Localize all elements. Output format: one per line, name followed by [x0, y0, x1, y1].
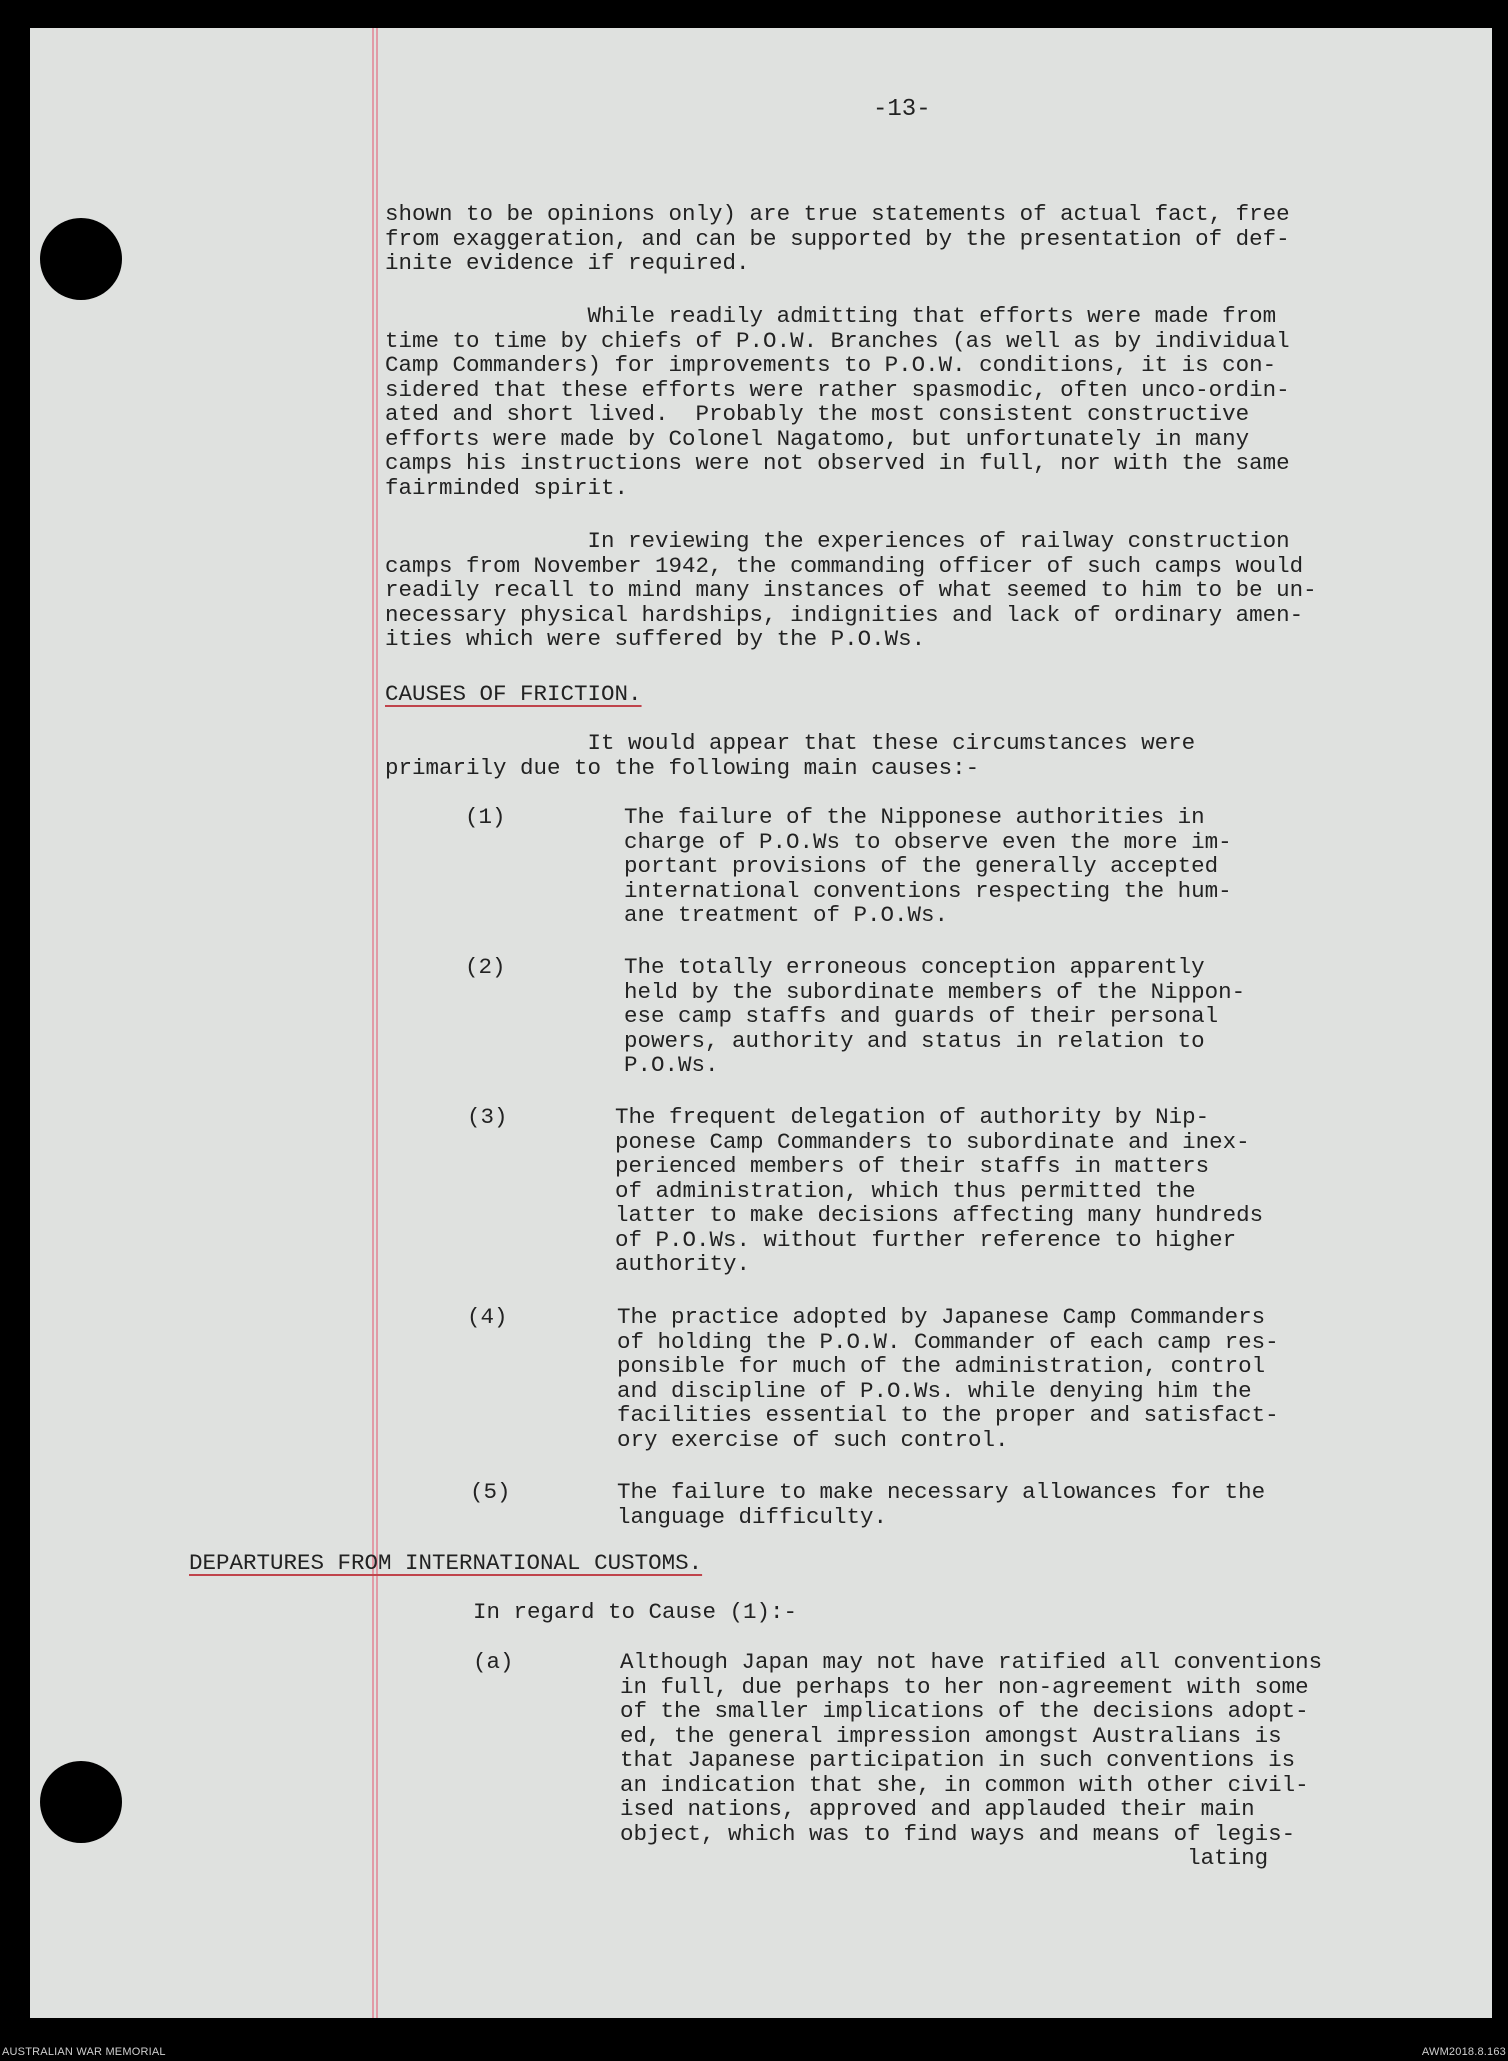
footer-accession-number: AWM2018.8.163: [1421, 2046, 1506, 2058]
page-number: -13-: [873, 96, 931, 123]
paragraph-3: In reviewing the experiences of railway construction camps from November 1942, the commanding officer of such camps would readily recall to mind many instances of what seemed to him to be un- necessary physical hardships, indignities and lack of ordinary amen- ities which were suffered by the P.O.Ws.: [385, 528, 1317, 652]
cause-5-number: (5): [470, 1479, 511, 1505]
cause-4-number: (4): [467, 1304, 508, 1330]
binder-hole-bottom: [40, 1761, 122, 1843]
cause-2-text: The totally erroneous conception apparently held by the subordinate members of the Nippon- ese camp staffs and guards of their personal powers, authority and status in relation to P.O.Ws.: [624, 954, 1246, 1078]
section-heading-departures: DEPARTURES FROM INTERNATIONAL CUSTOMS.: [189, 1550, 703, 1576]
section-heading-causes-of-friction: CAUSES OF FRICTION.: [385, 681, 642, 707]
paragraph-2: While readily admitting that efforts were made from time to time by chiefs of P.O.W. Branches (as well as by individual Camp Commanders) for improvements to P.O.W. conditions, it is con- sidered that these efforts were rather spasmodic, often unco-ordin- ated and short lived. Probably the most consistent constructive efforts were made by Colonel Nagatomo, but unfortunately in many camps his instructions were not observed in full, nor with the same fairminded spirit.: [385, 303, 1290, 501]
cause-3-text: The frequent delegation of authority by Nip- ponese Camp Commanders to subordinate and inex- perienced members of their staffs in matters of administration, which thus permitted the latter to make decisions affecting many hundreds of P.O.Ws. without further reference to higher authority.: [615, 1104, 1264, 1277]
margin-rule-right: [376, 28, 378, 2018]
cause-2-number: (2): [465, 954, 506, 980]
cause-5-text: The failure to make necessary allowances for the language difficulty.: [617, 1479, 1266, 1530]
cause-3-number: (3): [467, 1104, 508, 1130]
binder-hole-top: [40, 218, 122, 300]
margin-rule-left: [372, 28, 374, 2018]
causes-intro: It would appear that these circumstances were primarily due to the following main causes:-: [385, 730, 1196, 781]
cause-1-number: (1): [465, 804, 506, 830]
item-a-text: Although Japan may not have ratified all conventions in full, due perhaps to her non-agreement with some of the smaller implications of the decisions adopt- ed, the general impression amongst Australians is that Japanese participation in such conventions is an indication that she, in common with other civil- ised nations, approved and applauded their main object, which was to find ways and means of legis- lating: [620, 1649, 1323, 1871]
item-a-number: (a): [473, 1649, 514, 1675]
document-page: [30, 28, 1492, 2018]
cause-1-text: The failure of the Nipponese authorities in charge of P.O.Ws to observe even the more im- portant provisions of the generally accepted international conventions respecting the hum- ane treatment of P.O.Ws.: [624, 804, 1232, 928]
footer-institution: AUSTRALIAN WAR MEMORIAL: [2, 2046, 166, 2058]
paragraph-1: shown to be opinions only) are true statements of actual fact, free from exaggeration, and can be supported by the presentation of def- inite evidence if required.: [385, 201, 1290, 276]
departures-intro: In regard to Cause (1):-: [473, 1599, 798, 1625]
cause-4-text: The practice adopted by Japanese Camp Commanders of holding the P.O.W. Commander of each camp res- ponsible for much of the administration, control and discipline of P.O.Ws. while denying him the facilities essential to the proper and satisfact- ory exercise of such control.: [617, 1304, 1279, 1453]
